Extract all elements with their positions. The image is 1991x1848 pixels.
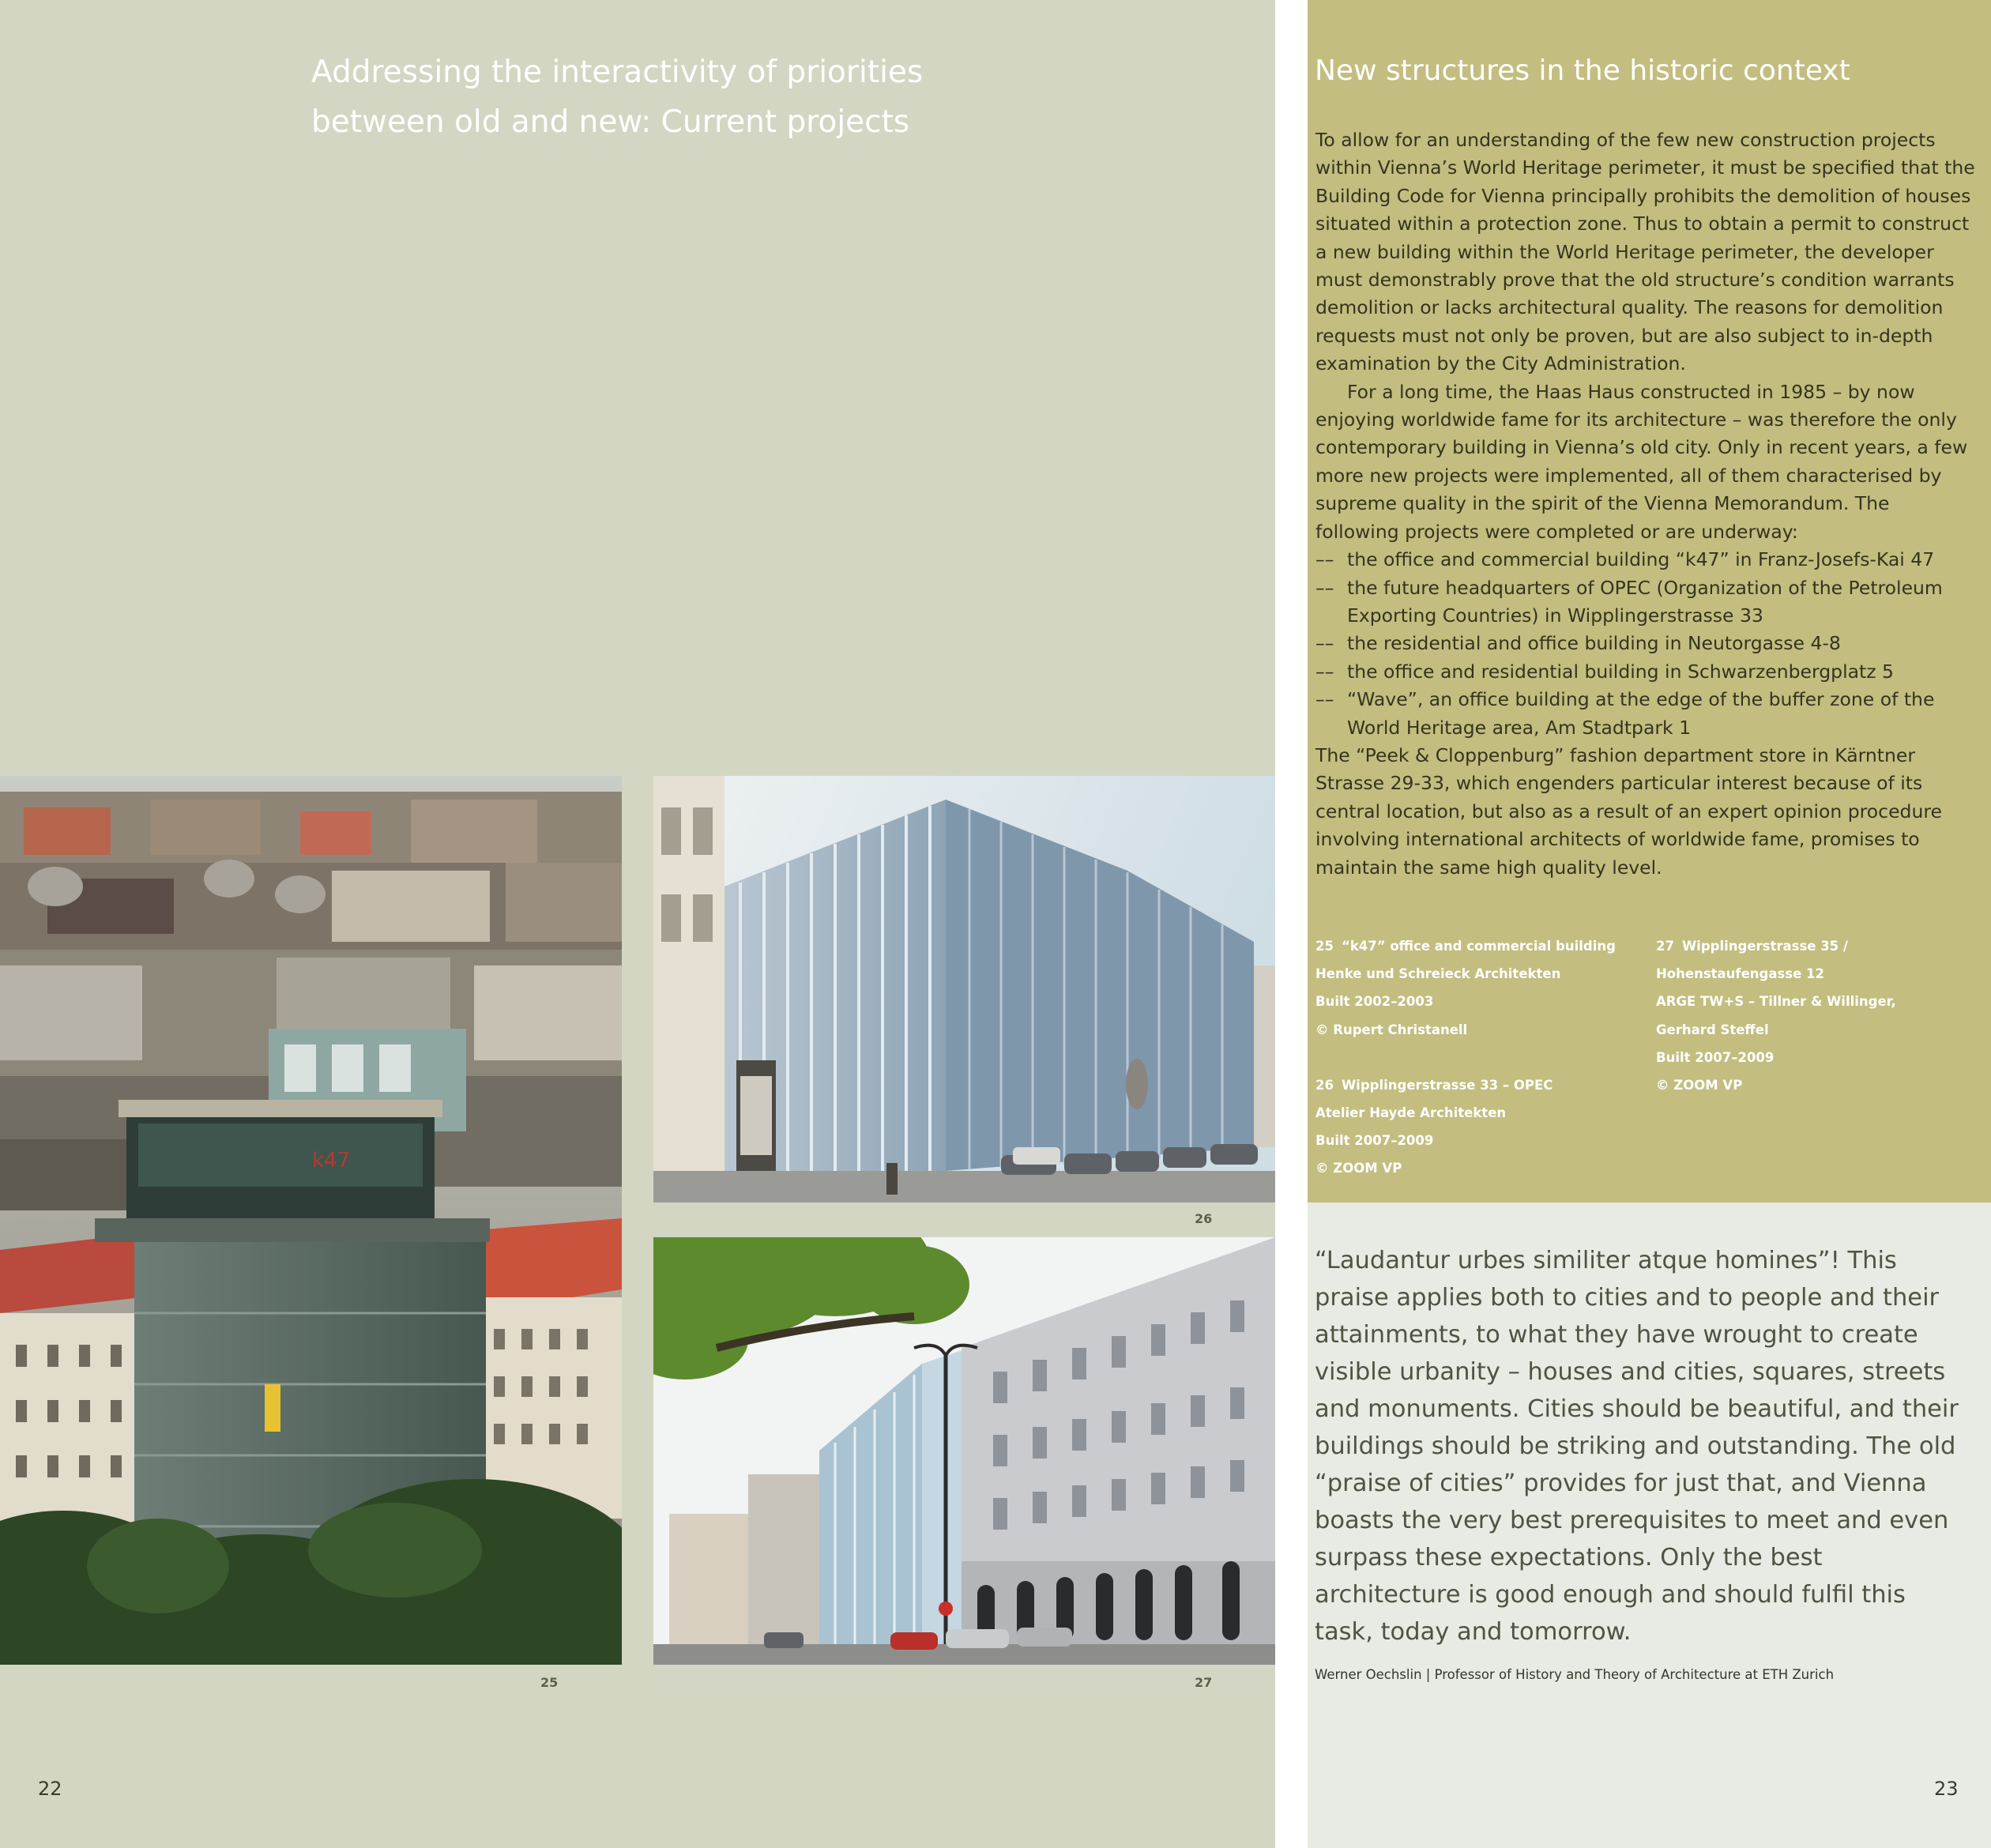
photo-wipplingerstrasse-35-image — [653, 1237, 1275, 1665]
caption-26-number: 26 — [1315, 1077, 1334, 1093]
caption-26-architect: Atelier Hayde Architekten — [1315, 1105, 1507, 1121]
heading-line-2: between old and new: Current projects — [311, 104, 910, 140]
left-page-heading — [311, 47, 1220, 147]
caption-27-architect: ARGE TW+S – Tillner & Willinger, — [1656, 994, 1896, 1010]
paragraph-2: For a long time, the Haas Haus constructed in 1985 – by now enjoying worldwide fame for its architecture – was therefore the only contemporary building in Vienna’s old city. Only in recent years, a few more new projects were implemented, all of them characterised by supreme quality in the spirit of the Vienna Memorandum. The following projects were completed or are underway: — [1315, 380, 1968, 543]
captions-column-left — [1315, 932, 1647, 1183]
caption-25-title: “k47” office and commercial building — [1341, 939, 1616, 954]
caption-27-built: Built 2007–2009 — [1656, 1049, 1775, 1065]
caption-27-title: Wipplingerstrasse 35 / — [1681, 939, 1848, 954]
bullet-text: the residential and office building in Neutorgasse 4-8 — [1347, 632, 1841, 655]
caption-25-architect: Henke und Schreieck Architekten — [1315, 966, 1561, 982]
figure-26-number: 26 — [1195, 1211, 1213, 1226]
right-page-heading: New structures in the historic context — [1315, 55, 1850, 87]
caption-25-number: 25 — [1315, 939, 1334, 954]
photo-opec-building — [653, 776, 1275, 1203]
paragraph-1: To allow for an understanding of the few new construction projects within Vienna’s World Heritage perimeter, it must be specified that the Building Code for Vienna principally prohibits the demolition of houses situated within a protection zone. Thus to obtain a permit to construct a new building within the World Heritage perimeter, the developer must demonstrably prove that the old structure’s condition warrants demolition or lacks architectural quality. The reasons for demolition requests must not only be proven, but are also subject to in-depth examination by the City Administration. — [1315, 129, 1975, 375]
caption-27-architect-continued: Gerhard Steffel — [1656, 1022, 1769, 1037]
bullet-text: the future headquarters of OPEC (Organization of the Petroleum Exporting Countries) in Wipplingerstrasse 33 — [1347, 576, 1943, 627]
bullet-text: the office and commercial building “k47” in Franz-Josefs-Kai 47 — [1347, 548, 1935, 571]
page-number-left: 22 — [38, 1778, 62, 1800]
figure-27-number: 27 — [1195, 1675, 1213, 1690]
caption-27-title-line — [1656, 932, 1980, 960]
bullet-marker: –– — [1315, 632, 1334, 655]
caption-26-title: Wipplingerstrasse 33 – OPEC — [1341, 1077, 1553, 1093]
caption-26-built: Built 2007–2009 — [1315, 1133, 1434, 1149]
bullet-item — [1315, 630, 1976, 657]
pull-quote: “Laudantur urbes similiter atque homines”! This praise applies both to cities and to people and their attainments, to what they have wrought to create visible urbanity – houses and cities, squares, streets and monuments. Cities should be beautiful, and their buildings should be striking and outstanding. The old “praise of cities” provides for just that, and Vienna boasts the very best prerequisites to meet and even surpass these expectations. Only the best architecture is good enough and should fulfil this task, today and tomorrow. — [1315, 1247, 1959, 1646]
body-text — [1315, 126, 1976, 882]
bullet-text: the office and residential building in Schwarzenbergplatz 5 — [1347, 660, 1894, 683]
bullet-marker: –– — [1315, 660, 1334, 683]
photo-wipplingerstrasse-35 — [653, 1237, 1275, 1665]
svg-text:k47: k47 — [312, 1149, 351, 1172]
bullet-item — [1315, 546, 1976, 574]
photo-opec-building-image — [653, 776, 1275, 1203]
page-number-right: 23 — [1934, 1778, 1959, 1800]
caption-25-built: Built 2002–2003 — [1315, 994, 1434, 1010]
photo-k47-aerial — [0, 776, 622, 1665]
bullet-item — [1315, 658, 1976, 686]
caption-26-credit: © ZOOM VP — [1315, 1161, 1402, 1176]
figure-25-number: 25 — [540, 1675, 559, 1690]
caption-25-credit: © Rupert Christanell — [1315, 1022, 1468, 1037]
caption-27-credit: © ZOOM VP — [1656, 1078, 1743, 1093]
bullet-text: “Wave”, an office building at the edge of the buffer zone of the World Heritage area, Am Stadtpark 1 — [1347, 688, 1935, 739]
bullet-marker: –– — [1315, 688, 1334, 711]
caption-27-title-continued: Hohenstaufengasse 12 — [1656, 966, 1825, 982]
bullet-item — [1315, 574, 1976, 630]
paragraph-3: The “Peek & Cloppenburg” fashion department store in Kärntner Strasse 29-33, which engenders particular interest because of its central location, but also as a result of an expert opinion procedure involving international architects of worldwide fame, promises to maintain the same high quality level. — [1315, 743, 1942, 879]
caption-26-title-line — [1315, 1071, 1647, 1099]
bullet-marker: –– — [1315, 548, 1334, 571]
caption-27-number: 27 — [1656, 939, 1674, 954]
bullet-item — [1315, 686, 1976, 742]
heading-line-1: Addressing the interactivity of priorities — [311, 55, 924, 90]
photo-k47-aerial-image — [0, 776, 622, 1665]
quote-attribution: Werner Oechslin | Professor of History and Theory of Architecture at ETH Zurich — [1315, 1667, 1835, 1682]
caption-25-title-line — [1315, 932, 1647, 960]
captions-column-right — [1656, 932, 1980, 1099]
bullet-marker: –– — [1315, 576, 1334, 599]
